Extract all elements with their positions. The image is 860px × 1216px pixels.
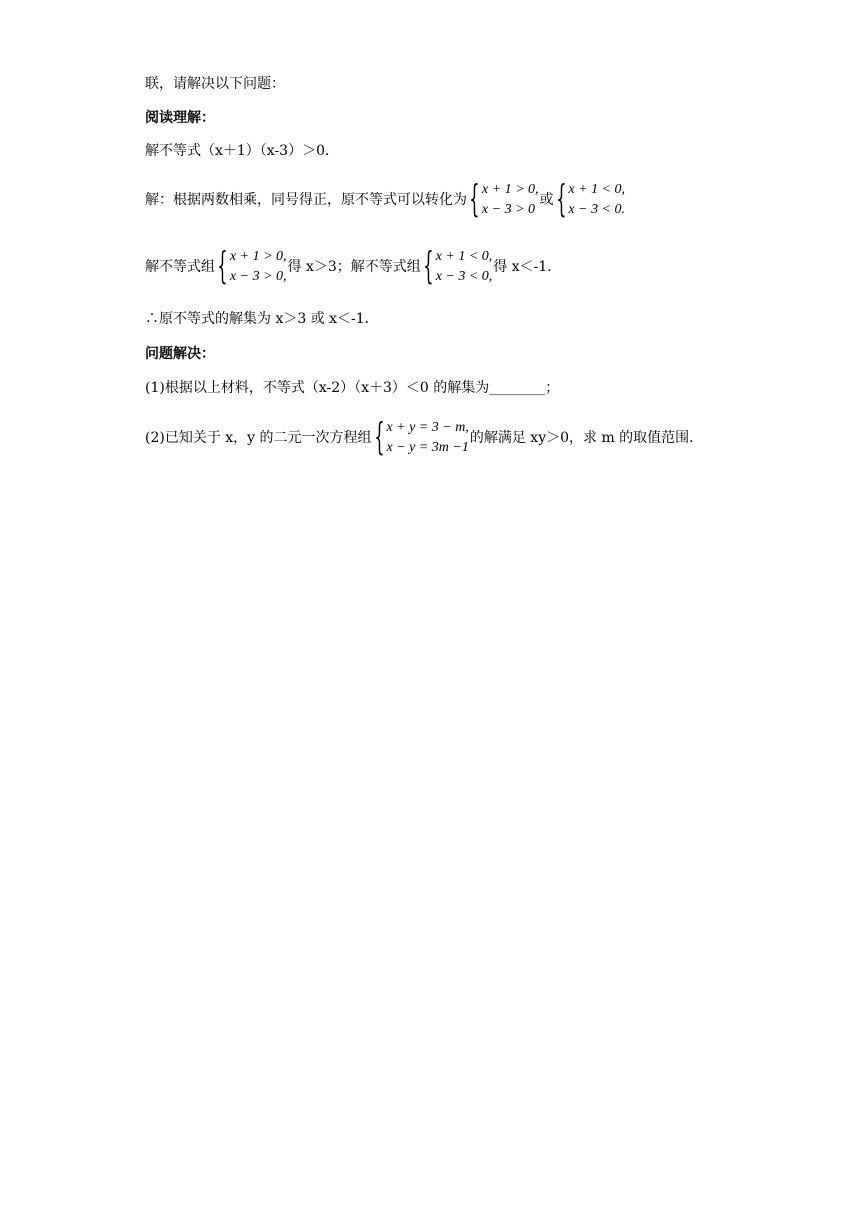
left-brace-icon: {: [469, 177, 480, 221]
system-a-line-1: x + 1 > 0,: [481, 182, 539, 197]
left-brace-icon: {: [555, 177, 567, 221]
equation-line-2: x − y = 3m −1: [386, 440, 469, 455]
equation-system: [373, 415, 469, 459]
left-brace-icon: {: [217, 244, 228, 288]
inequality-system-a: [468, 177, 539, 221]
question-2-tail: 的解满足 xy＞0，求 m 的取值范围．: [469, 430, 704, 446]
system-a-line-2: x − 3 > 0: [481, 202, 536, 217]
left-brace-icon: {: [373, 415, 385, 459]
equation-line-1: x + y = 3 − m,: [386, 420, 469, 435]
system-b-line-2: x − 3 < 0.: [568, 202, 626, 217]
intro-text: 联，请解决以下问题：: [145, 76, 285, 92]
system-d-line-2: x − 3 < 0,: [435, 269, 493, 284]
inequality-system-c: [216, 244, 287, 288]
conclusion-text: ∴原不等式的解集为 x＞3 或 x＜-1．: [145, 311, 379, 327]
step2-result-a: 得 x＞3；解不等式组: [287, 259, 421, 275]
question-2-lead: (2)已知关于 x，y 的二元一次方程组: [145, 430, 372, 446]
inequality-system-b: [555, 177, 626, 221]
problem-statement: 解不等式（x＋1）（x-3）＞0．: [145, 143, 339, 159]
inequality-system-d: [422, 244, 493, 288]
system-c-line-2: x − 3 > 0,: [229, 269, 287, 284]
section-heading-reading: 阅读理解：: [145, 110, 215, 126]
solution-line: [145, 177, 626, 221]
question-2: [145, 415, 704, 459]
section-heading-problem: 问题解决：: [145, 346, 215, 362]
or-word: 或: [539, 192, 554, 208]
system-d-line-1: x + 1 < 0,: [435, 249, 493, 264]
left-brace-icon: {: [423, 244, 434, 288]
step2-line: [145, 244, 562, 288]
step2-lead: 解不等式组: [145, 259, 215, 275]
solution-lead: 解：根据两数相乘，同号得正，原不等式可以转化为: [145, 192, 467, 208]
system-b-line-1: x + 1 < 0,: [568, 182, 626, 197]
question-1: (1)根据以上材料，不等式（x-2）（x＋3）＜0 的解集为________；: [145, 380, 560, 396]
step2-result-b: 得 x＜-1．: [493, 259, 562, 275]
system-c-line-1: x + 1 > 0,: [229, 249, 287, 264]
